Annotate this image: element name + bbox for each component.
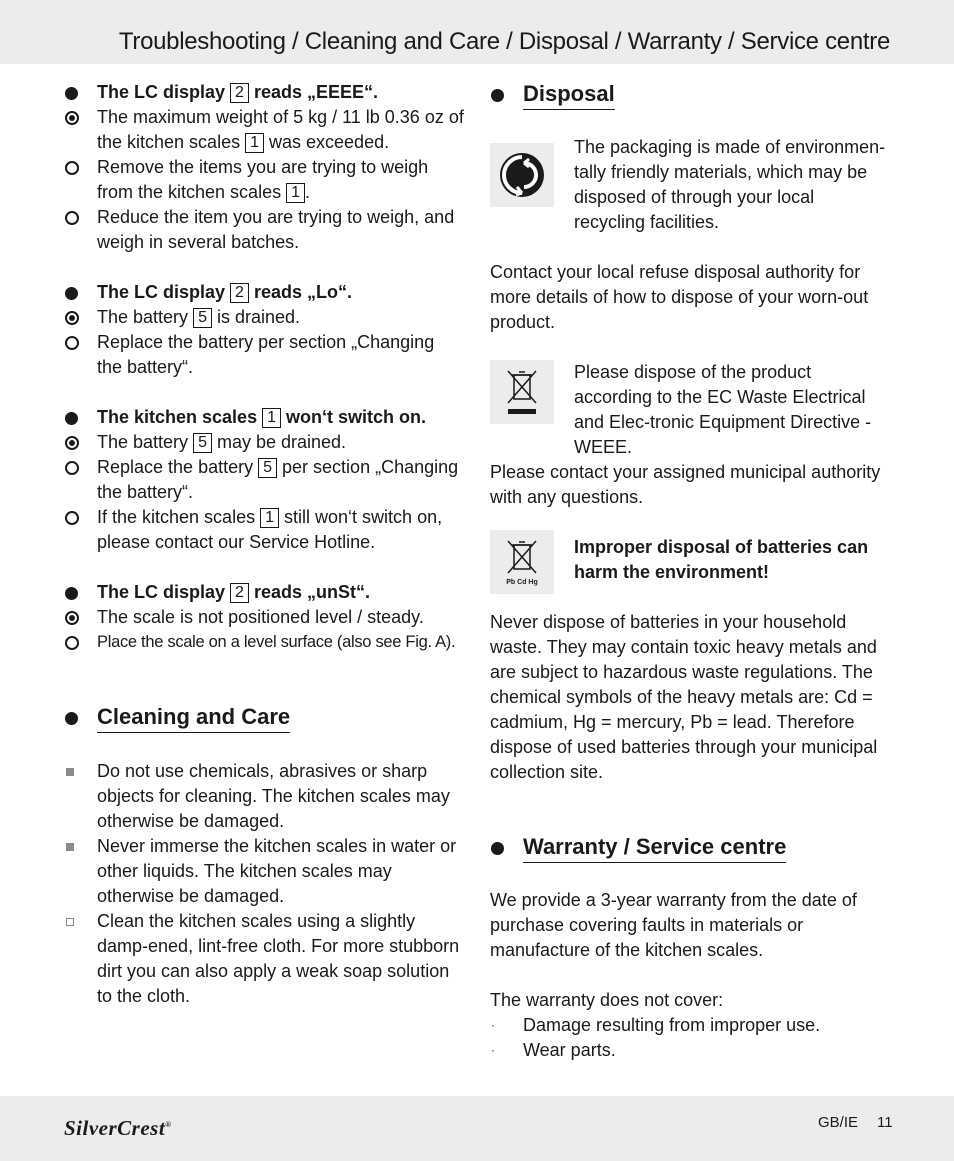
remedy-bullet-icon — [65, 636, 79, 650]
remedy-item: Replace the battery 5 per section „Changing the battery“. — [64, 455, 464, 505]
filled-bullet-icon — [65, 712, 78, 725]
contact-text: Contact your local refuse disposal authority for more details of how to dispose of your worn-out product. — [490, 262, 869, 332]
cleaning-item: Do not use chemicals, abrasives or sharp objects for cleaning. The kitchen scales may otherwise be damaged. — [64, 759, 464, 834]
problem-title: The LC display 2 reads „Lo“. — [64, 280, 464, 305]
brand-logo: SilverCrest® — [64, 1116, 172, 1140]
remedy-bullet-icon — [65, 511, 79, 525]
problem-block — [64, 580, 464, 655]
battery-warning: Improper disposal of batteries can harm the environment! — [574, 537, 869, 582]
cause-bullet-icon — [65, 311, 79, 325]
middot-bullet-icon: · — [491, 1018, 495, 1032]
battery-text: Never dispose of batteries in your household waste. They may contain toxic heavy metals and are subject to hazardous waste regulations. The chemical symbols of the heavy metals are: Cd = cadmium, Hg = mercury, Pb = lead. Therefore dispose of used batteries through your municipal collection site. — [490, 612, 878, 782]
battery-warning-note — [490, 535, 890, 610]
part-ref: 1 — [245, 133, 264, 153]
remedy-item: Reduce the item you are trying to weigh, and weigh in several batches. — [64, 205, 464, 255]
part-ref: 1 — [286, 183, 305, 203]
filled-bullet-icon — [65, 287, 78, 300]
remedy-bullet-icon — [65, 211, 79, 225]
bin-metals-label: Pb Cd Hg — [506, 579, 538, 586]
problem-block — [64, 280, 464, 380]
weee-text: Please dispose of the product according to the EC Waste Electrical and Elec-tronic Equipment Directive - WEEE. — [574, 362, 872, 457]
square-bullet-icon — [66, 843, 74, 851]
cause-item: The maximum weight of 5 kg / 11 lb 0.36 oz of the kitchen scales 1 was exceeded. — [64, 105, 464, 155]
cause-item: The battery 5 is drained. — [64, 305, 464, 330]
warranty-heading: Warranty / Service centre — [490, 833, 890, 863]
crossed-bin-icon — [490, 360, 554, 424]
part-ref: 1 — [262, 408, 281, 428]
right-column — [490, 80, 890, 1063]
warranty-intro: We provide a 3-year warranty from the date of purchase covering faults in materials or manufacture of the kitchen scales. — [490, 890, 857, 960]
remedy-item: Remove the items you are trying to weigh from the kitchen scales 1 . — [64, 155, 464, 205]
part-ref: 1 — [260, 508, 279, 528]
part-ref: 5 — [258, 458, 277, 478]
remedy-bullet-icon — [65, 461, 79, 475]
cause-item: The battery 5 may be drained. — [64, 430, 464, 455]
part-ref: 2 — [230, 583, 249, 603]
warranty-excluded-item: · Damage resulting from improper use. — [490, 1013, 890, 1038]
page-number: 11 — [877, 1114, 893, 1131]
problem-title: The LC display 2 reads „unSt“. — [64, 580, 464, 605]
page-title: Troubleshooting / Cleaning and Care / Disposal / Warranty / Service centre — [118, 28, 890, 55]
municipal-text: Please contact your assigned municipal authority with any questions. — [490, 462, 881, 507]
remedy-bullet-icon — [65, 336, 79, 350]
disposal-heading: Disposal — [490, 80, 890, 110]
warranty-excluded-item: · Wear parts. — [490, 1038, 890, 1063]
problem-block — [64, 80, 464, 255]
crossed-bin-battery-icon — [490, 530, 554, 594]
remedy-item: Place the scale on a level surface (also see Fig. A). — [64, 630, 464, 655]
problem-title: The LC display 2 reads „EEEE“. — [64, 80, 464, 105]
part-ref: 2 — [230, 283, 249, 303]
part-ref: 2 — [230, 83, 249, 103]
filled-bullet-icon — [65, 587, 78, 600]
problem-block — [64, 405, 464, 555]
filled-bullet-icon — [491, 842, 504, 855]
middot-bullet-icon: · — [491, 1043, 495, 1057]
remedy-item: Replace the battery per section „Changing the battery“. — [64, 330, 464, 380]
page-locale: GB/IE — [818, 1114, 859, 1131]
cleaning-heading: Cleaning and Care — [64, 703, 464, 733]
filled-bullet-icon — [65, 412, 78, 425]
warranty-not-cover: The warranty does not cover: — [490, 990, 724, 1010]
left-column — [64, 80, 464, 1009]
green-dot-recycling-icon — [490, 143, 554, 207]
square-bullet-icon — [66, 768, 74, 776]
cleaning-item: Never immerse the kitchen scales in water or other liquids. The kitchen scales may otherwise be damaged. — [64, 834, 464, 909]
part-ref: 5 — [193, 308, 212, 328]
cause-item: The scale is not positioned level / steady. — [64, 605, 464, 630]
cause-bullet-icon — [65, 111, 79, 125]
remedy-item: If the kitchen scales 1 still won‘t switch on, please contact our Service Hotline. — [64, 505, 464, 555]
square-bullet-icon — [66, 918, 74, 926]
cleaning-item: Clean the kitchen scales using a slightly damp-ened, lint-free cloth. For more stubborn dirt you can also apply a weak soap solution to the cloth. — [64, 909, 464, 1009]
part-ref: 5 — [193, 433, 212, 453]
weee-note — [490, 360, 890, 460]
cause-bullet-icon — [65, 611, 79, 625]
filled-bullet-icon — [65, 87, 78, 100]
packaging-text: The packaging is made of environmen-tally friendly materials, which may be disposed of through your local recycling facilities. — [574, 137, 886, 232]
filled-bullet-icon — [491, 89, 504, 102]
cause-bullet-icon — [65, 436, 79, 450]
problem-title: The kitchen scales 1 won‘t switch on. — [64, 405, 464, 430]
remedy-bullet-icon — [65, 161, 79, 175]
packaging-note — [490, 135, 890, 260]
